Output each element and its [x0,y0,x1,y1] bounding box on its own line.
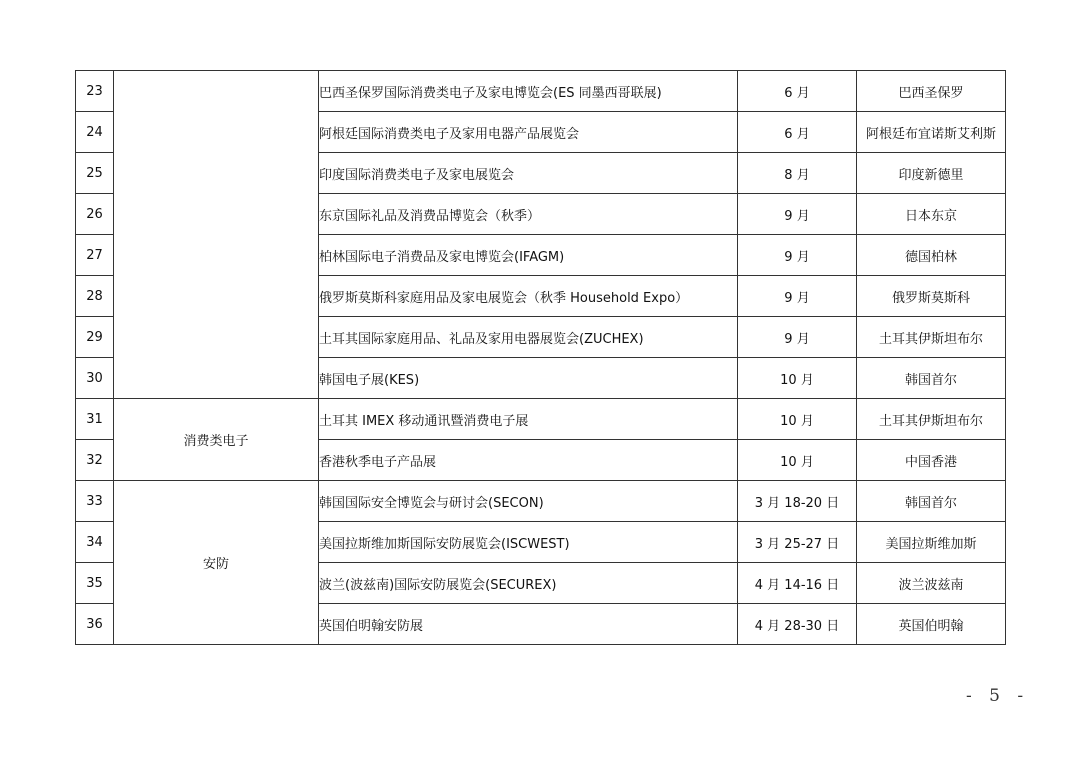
exhibition-time: 3 月 25-27 日 [738,522,857,563]
exhibition-name: 韩国电子展(KES) [319,358,738,399]
exhibition-time: 10 月 [738,440,857,481]
exhibition-location: 德国柏林 [857,235,1006,276]
exhibition-name: 波兰(波兹南)国际安防展览会(SECUREX) [319,563,738,604]
exhibition-name: 印度国际消费类电子及家电展览会 [319,153,738,194]
exhibition-time: 4 月 28-30 日 [738,604,857,645]
page-number: - 5 - [966,686,1030,706]
row-number: 28 [76,276,114,317]
exhibition-name: 土耳其 IMEX 移动通讯暨消费电子展 [319,399,738,440]
row-number: 30 [76,358,114,399]
exhibition-name: 阿根廷国际消费类电子及家用电器产品展览会 [319,112,738,153]
exhibition-location: 俄罗斯莫斯科 [857,276,1006,317]
exhibition-location: 韩国首尔 [857,481,1006,522]
exhibition-time: 9 月 [738,194,857,235]
exhibition-location: 土耳其伊斯坦布尔 [857,317,1006,358]
exhibition-location: 巴西圣保罗 [857,71,1006,112]
exhibition-time: 9 月 [738,317,857,358]
exhibition-time: 6 月 [738,71,857,112]
exhibition-location: 中国香港 [857,440,1006,481]
exhibition-location: 阿根廷布宜诺斯艾利斯 [857,112,1006,153]
table-row [76,399,1006,440]
row-number: 36 [76,604,114,645]
exhibition-location: 日本东京 [857,194,1006,235]
exhibition-name: 俄罗斯莫斯科家庭用品及家电展览会（秋季 Household Expo） [319,276,738,317]
exhibition-location: 英国伯明翰 [857,604,1006,645]
exhibition-location: 韩国首尔 [857,358,1006,399]
exhibition-time: 10 月 [738,358,857,399]
exhibition-name: 香港秋季电子产品展 [319,440,738,481]
row-number: 33 [76,481,114,522]
exhibition-name: 巴西圣保罗国际消费类电子及家电博览会(ES 同墨西哥联展) [319,71,738,112]
exhibition-time: 8 月 [738,153,857,194]
exhibition-name: 东京国际礼品及消费品博览会（秋季） [319,194,738,235]
row-number: 35 [76,563,114,604]
exhibition-time: 10 月 [738,399,857,440]
row-number: 32 [76,440,114,481]
row-number: 29 [76,317,114,358]
exhibition-name: 土耳其国际家庭用品、礼品及家用电器展览会(ZUCHEX) [319,317,738,358]
row-number: 24 [76,112,114,153]
exhibition-location: 土耳其伊斯坦布尔 [857,399,1006,440]
exhibition-time: 9 月 [738,276,857,317]
exhibition-time: 9 月 [738,235,857,276]
exhibition-name: 美国拉斯维加斯国际安防展览会(ISCWEST) [319,522,738,563]
exhibition-name: 柏林国际电子消费品及家电博览会(IFAGM) [319,235,738,276]
category-security: 安防 [114,481,319,645]
row-number: 23 [76,71,114,112]
exhibition-location: 波兰波兹南 [857,563,1006,604]
row-number: 26 [76,194,114,235]
exhibition-time: 3 月 18-20 日 [738,481,857,522]
exhibition-name: 韩国国际安全博览会与研讨会(SECON) [319,481,738,522]
row-number: 31 [76,399,114,440]
exhibition-table [75,70,1006,645]
row-number: 27 [76,235,114,276]
table-row [76,481,1006,522]
category-consumer-electronics: 消费类电子 [114,399,319,481]
exhibition-time: 6 月 [738,112,857,153]
exhibition-location: 印度新德里 [857,153,1006,194]
row-number: 34 [76,522,114,563]
category-cell-continued [114,71,319,399]
table-row [76,71,1006,112]
exhibition-location: 美国拉斯维加斯 [857,522,1006,563]
exhibition-time: 4 月 14-16 日 [738,563,857,604]
exhibition-name: 英国伯明翰安防展 [319,604,738,645]
row-number: 25 [76,153,114,194]
